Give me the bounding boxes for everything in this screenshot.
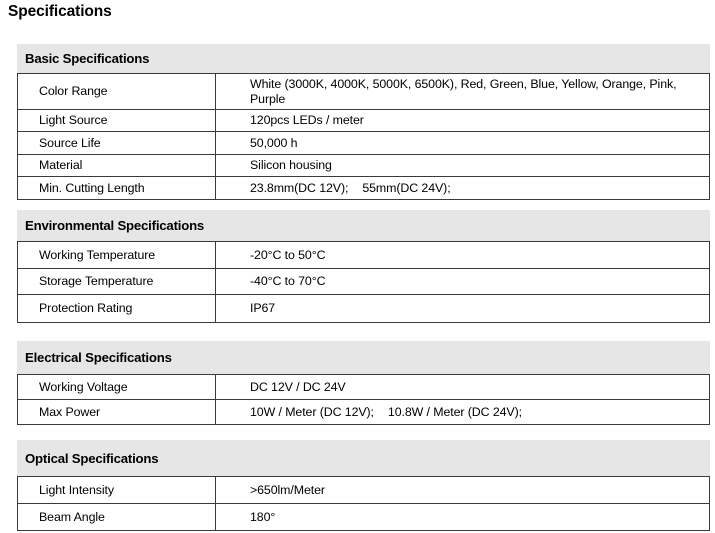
table-row [18,375,710,400]
table-row [18,269,710,295]
table-row [18,155,710,177]
table-row [18,132,710,155]
table-row [18,504,710,531]
spec-value: -40°C to 70°C [216,269,710,295]
section-header-electrical: Electrical Specifications [17,341,710,374]
table-row [18,477,710,504]
section-header-environmental: Environmental Specifications [17,210,710,241]
section-header-optical: Optical Specifications [17,440,710,476]
table-row [18,295,710,323]
section-header-basic: Basic Specifications [17,44,710,73]
spec-label: Working Voltage [18,375,216,400]
spec-value: DC 12V / DC 24V [216,375,710,400]
optical-specifications-section [17,440,710,531]
environmental-specifications-table [17,241,710,323]
spec-value: Silicon housing [216,155,710,177]
basic-specifications-table [17,73,710,200]
spec-label: Source Life [18,132,216,155]
optical-specifications-table [17,476,710,531]
spec-label: Light Source [18,110,216,132]
table-row [18,400,710,425]
spec-label: Material [18,155,216,177]
spec-value-part: 23.8mm(DC 12V); [250,180,349,195]
table-row [18,177,710,200]
spec-value: 50,000 h [216,132,710,155]
spec-value: 180° [216,504,710,531]
spec-value: -20°C to 50°C [216,242,710,269]
basic-specifications-section [17,44,710,200]
spec-value: >650lm/Meter [216,477,710,504]
spec-label: Max Power [18,400,216,425]
electrical-specifications-section [17,341,710,425]
spec-label: Beam Angle [18,504,216,531]
spec-value [216,177,710,200]
spec-value: IP67 [216,295,710,323]
spec-value: 120pcs LEDs / meter [216,110,710,132]
spec-label: Protection Rating [18,295,216,323]
electrical-specifications-table [17,374,710,425]
spec-value-part: 10.8W / Meter (DC 24V); [387,404,522,419]
spec-value-part: 10W / Meter (DC 12V); [250,404,374,419]
spec-value-part: 55mm(DC 24V); [362,180,451,195]
spec-label: Storage Temperature [18,269,216,295]
table-row [18,74,710,110]
spec-value [216,400,710,425]
table-row [18,110,710,132]
spec-label: Working Temperature [18,242,216,269]
spec-value: White (3000K, 4000K, 5000K, 6500K), Red, Green, Blue, Yellow, Orange, Pink, Purple [216,74,710,110]
spec-label: Light Intensity [18,477,216,504]
spec-label: Color Range [18,74,216,110]
spec-label: Min. Cutting Length [18,177,216,200]
page-title: Specifications [8,3,112,20]
table-row [18,242,710,269]
environmental-specifications-section [17,210,710,323]
